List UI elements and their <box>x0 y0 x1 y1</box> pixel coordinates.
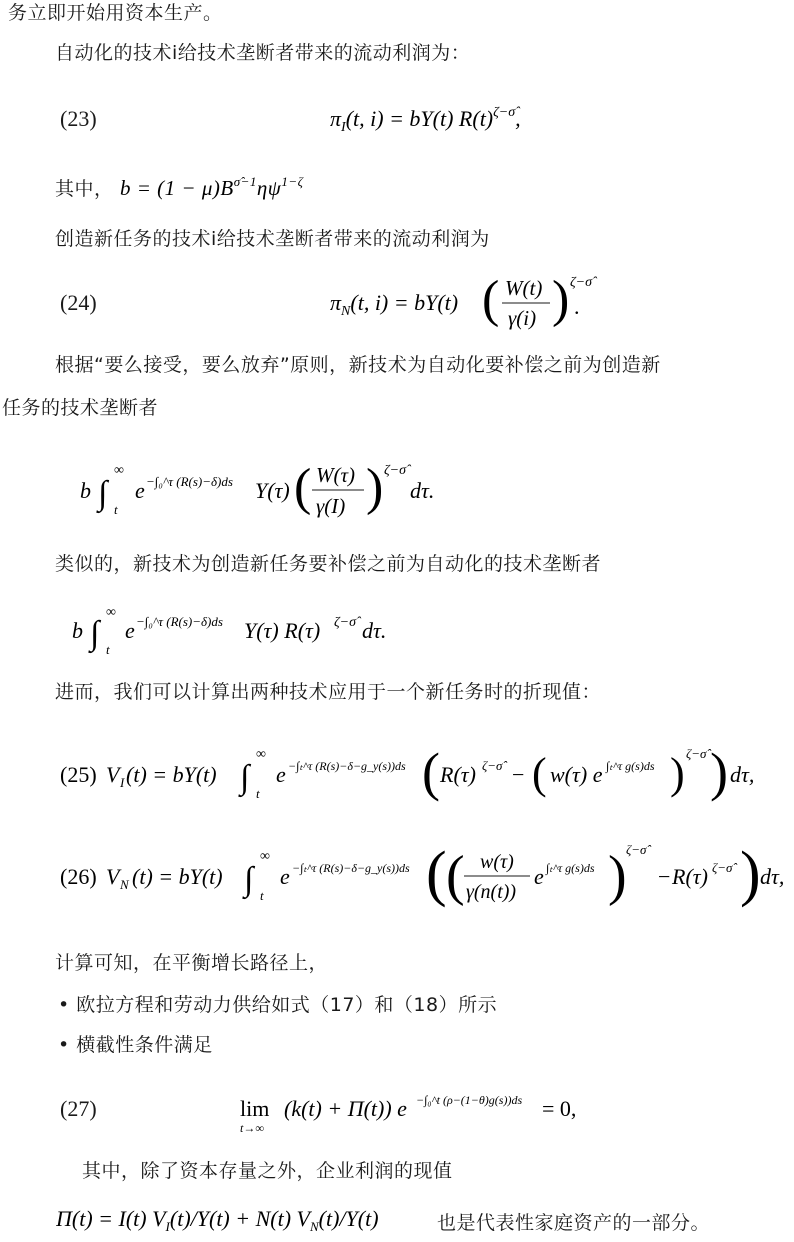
svg-text:): ) <box>670 749 685 798</box>
svg-text:): ) <box>740 840 761 908</box>
svg-text:(: ( <box>532 749 547 798</box>
b-definition-svg <box>120 173 380 203</box>
svg-text:ζ−σ̂: ζ−σ̂ <box>626 842 647 857</box>
svg-text:.: . <box>574 294 580 319</box>
svg-text:(25): (25) <box>60 762 97 787</box>
svg-text:W(τ): W(τ) <box>316 463 355 487</box>
paragraph-continuation: 务立即开始用资本生产。 <box>8 2 223 24</box>
svg-text:∫ₜ^τ g(s)ds: ∫ₜ^τ g(s)ds <box>546 861 595 875</box>
equation-compensation-new-task <box>72 604 432 664</box>
svg-text:t: t <box>106 642 110 657</box>
bullet-euler-labor: • 欧拉方程和劳动力供给如式（17）和（18）所示 <box>58 994 498 1016</box>
svg-text:∞: ∞ <box>260 849 270 864</box>
svg-text:e: e <box>276 762 286 787</box>
svg-text:lim: lim <box>240 1096 270 1121</box>
svg-text:γ(I): γ(I) <box>316 494 346 518</box>
svg-text:ζ−σ̂: ζ−σ̂ <box>686 746 707 761</box>
svg-text:t→∞: t→∞ <box>240 1121 264 1135</box>
equation-23-svg <box>330 98 630 138</box>
equation-number-27: (27) <box>60 1096 97 1121</box>
svg-text:−∫ₜ^τ (R(s)−δ−g_y(s))ds: −∫ₜ^τ (R(s)−δ−g_y(s))ds <box>288 759 406 773</box>
svg-text:V: V <box>106 864 120 889</box>
svg-text:−∫₀^τ (R(s)−δ)ds: −∫₀^τ (R(s)−δ)ds <box>146 474 233 489</box>
equation-25 <box>60 732 794 812</box>
svg-text:dτ,: dτ, <box>730 762 755 787</box>
svg-text:b = (1 − μ)Bσ̂−1ηψ1−ζ: $b = (1 - \mu)B^{\sigmâ-1}\eta\psi^{1-\zeta}$ <box>120 174 304 200</box>
svg-text:(: ( <box>426 840 447 908</box>
svg-text:(t) = bY(t): (t) = bY(t) <box>126 762 217 787</box>
svg-text:e: e <box>135 478 145 503</box>
svg-text:(: ( <box>294 459 312 516</box>
svg-text:∫ₜ^τ g(s)ds: ∫ₜ^τ g(s)ds <box>606 759 655 773</box>
svg-text:∫: ∫ <box>90 615 100 652</box>
svg-text:): ) <box>552 271 570 328</box>
svg-text:e: e <box>125 618 135 643</box>
svg-text:(t) = bY(t): (t) = bY(t) <box>132 864 223 889</box>
svg-text:ζ−σ̂: ζ−σ̂ <box>482 758 503 773</box>
svg-text:e: e <box>280 864 290 889</box>
svg-text:∞: ∞ <box>256 747 266 762</box>
svg-text:(: ( <box>482 271 500 328</box>
svg-text:ζ−σ̂: ζ−σ̂ <box>570 275 593 290</box>
svg-text:dτ,: dτ, <box>760 864 785 889</box>
svg-text:b: b <box>72 618 83 643</box>
svg-text:): ) <box>608 845 627 907</box>
svg-text:w(τ): w(τ) <box>480 851 514 873</box>
svg-text:∫: ∫ <box>244 861 254 898</box>
svg-text:I: I <box>120 775 125 790</box>
paragraph-automation-profit: 自动化的技术i给技术垄断者带来的流动利润为： <box>55 42 471 64</box>
paragraph-where-b <box>55 173 380 203</box>
svg-text:N: N <box>120 877 129 892</box>
svg-text:): ) <box>710 742 728 802</box>
paragraph-firm-profit-value: 其中，除了资本存量之外，企业利润的现值 <box>82 1160 453 1182</box>
svg-text:V: V <box>106 762 120 787</box>
svg-text:dτ.: dτ. <box>362 618 387 643</box>
svg-text:t: t <box>260 888 264 903</box>
where-label: 其中， <box>55 178 114 200</box>
svg-text:ζ−σ̂: ζ−σ̂ <box>384 463 407 478</box>
paragraph-compensation-new-task: 类似的，新技术为创造新任务要补偿之前为自动化的技术垄断者 <box>55 553 602 575</box>
svg-text:γ(i): γ(i) <box>508 306 537 330</box>
svg-text:dτ.: dτ. <box>410 478 435 503</box>
svg-text:): ) <box>366 459 384 516</box>
paragraph-new-task-profit: 创造新任务的技术i给技术垄断者带来的流动利润为 <box>55 228 490 250</box>
svg-text:Π(t) = I(t) VI(t)/Y(t) + N(t: Π(t) = I(t) $V_I(t)/Y(t) + N(t)$ $V_N(t)/Y(t)$ <box>56 1206 379 1234</box>
svg-text:γ(n(t)): γ(n(t)) <box>466 881 517 903</box>
svg-text:= 0,: = 0, <box>542 1096 577 1121</box>
svg-text:R(τ): R(τ) <box>672 864 708 889</box>
svg-text:R(τ): R(τ) <box>440 762 476 787</box>
svg-text:−∫₀^τ (R(s)−δ)ds: −∫₀^τ (R(s)−δ)ds <box>136 614 223 629</box>
paragraph-present-value: 进而，我们可以计算出两种技术应用于一个新任务时的折现值： <box>55 681 602 703</box>
svg-text:W(t): W(t) <box>505 276 543 300</box>
svg-text:e: e <box>534 864 544 889</box>
svg-text:(: ( <box>422 742 440 802</box>
svg-text:Y(τ): Y(τ) <box>255 478 290 503</box>
paragraph-take-or-leave: 根据“要么接受，要么放弃”原则，新技术为自动化要补偿之前为创造新 <box>55 354 661 376</box>
bullet-transversality: • 横截性条件满足 <box>58 1034 213 1056</box>
equation-number-24: (24) <box>60 290 97 315</box>
paragraph-balanced-growth: 计算可知，在平衡增长路径上， <box>55 952 329 974</box>
svg-text:b: b <box>80 478 91 503</box>
equation-number-23: (23) <box>60 106 97 131</box>
svg-text:−: − <box>658 864 671 889</box>
svg-text:∞: ∞ <box>106 605 116 620</box>
equation-24 <box>330 268 630 338</box>
paragraph-take-or-leave-cont: 任务的技术垄断者 <box>2 397 159 419</box>
svg-text:Y(τ) R(τ): Y(τ) R(τ) <box>244 618 321 643</box>
svg-text:πN(t, i) = bY(t): $\pi_N(t$, i) = bY(t) <box>330 290 459 319</box>
svg-text:t: t <box>114 502 118 517</box>
equation-27 <box>240 1084 660 1144</box>
svg-text:−∫₀^t (ρ−(1−θ)g(s))ds: −∫₀^t (ρ−(1−θ)g(s))ds <box>416 1093 523 1107</box>
equation-compensation-automation <box>80 452 500 532</box>
equation-26 <box>60 832 790 922</box>
eq23-text: $\pi_I(t$, i) = bY(t) $R(t)^{\zeta-\sigmâ}$, <box>330 105 521 135</box>
svg-text:ζ−σ̂: ζ−σ̂ <box>334 615 357 630</box>
svg-text:(k(t) + Π(t)) e: (k(t) + Π(t)) e <box>284 1096 407 1121</box>
svg-text:(26): (26) <box>60 864 97 889</box>
paragraph-household-asset: 也是代表性家庭资产的一部分。 <box>437 1212 711 1234</box>
svg-text:t: t <box>256 786 260 801</box>
svg-text:∫: ∫ <box>98 475 108 512</box>
svg-text:∞: ∞ <box>114 463 124 478</box>
svg-text:(: ( <box>446 845 465 907</box>
equation-pi-definition <box>56 1198 436 1238</box>
svg-text:ζ−σ̂: ζ−σ̂ <box>712 860 733 875</box>
svg-text:∫: ∫ <box>240 759 250 796</box>
svg-text:−∫ₜ^τ (R(s)−δ−g_y(s))ds: −∫ₜ^τ (R(s)−δ−g_y(s))ds <box>292 861 410 875</box>
svg-text:−: − <box>512 762 525 787</box>
svg-text:w(τ) e: w(τ) e <box>550 762 603 787</box>
